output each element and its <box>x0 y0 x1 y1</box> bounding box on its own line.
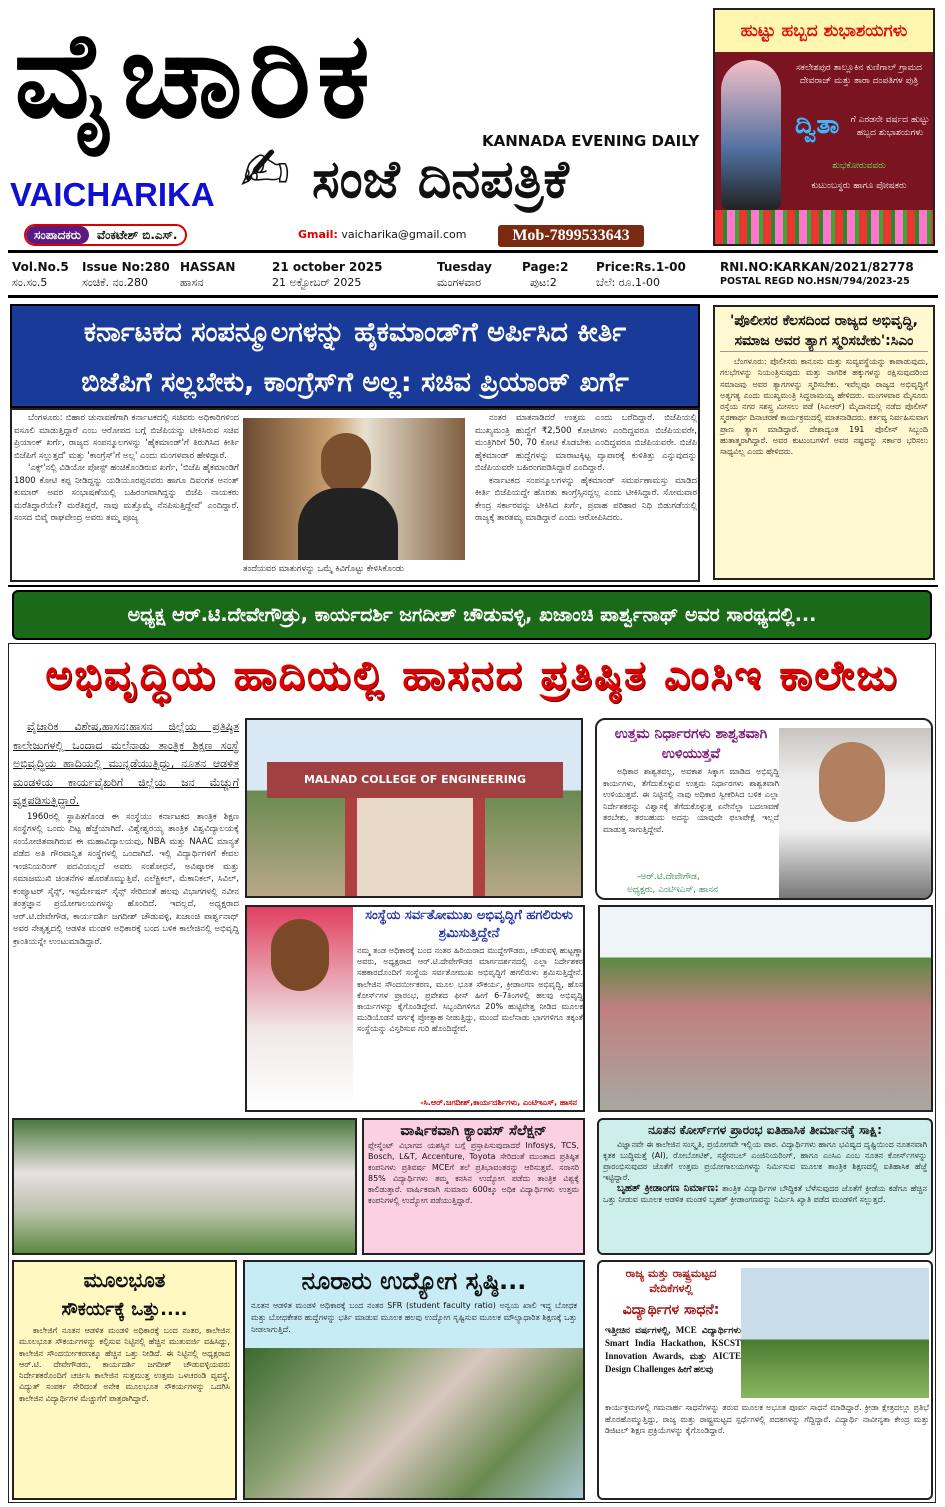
page: Page:2 <box>522 260 569 274</box>
gmail-address[interactable]: vaicharika@gmail.com <box>341 228 467 241</box>
banner-subline: ಅಧ್ಯಕ್ಷ ಆರ್.ಟಿ.ದೇವೇಗೌಡ್ರು, ಕಾರ್ಯದರ್ಶಿ ಜಗದೀಶ್ ಚೌಡುವಳ್ಳಿ, ಖಜಾಂಚಿ ಪಾರ್ಶ್ವನಾಥ್ ಅವರ ಸಾರಥ್ಯದಲ್ಲಿ... <box>12 590 932 640</box>
top-story-bottom: ತಂದೆಯವರ ಮಾತುಗಳನ್ನು ಒಮ್ಮೆ ಕಿವಿಗೊಟ್ಟು ಕೇಳಿಸಿಕೊಂಡು <box>243 564 404 574</box>
infra-headline2: ಸೌಕರ್ಯಕ್ಕೆ ಒತ್ತು.... <box>61 1299 188 1320</box>
date-kn: 21 ಅಕ್ಟೋಬರ್ 2025 <box>272 276 362 289</box>
mce-lead: ವೈಚಾರಿಕ ವಿಶೇಷ,ಹಾಸನ:ಹಾಸನ ಜಿಲ್ಲೆಯ ಪ್ರತಿಷ್ಠಿತ ಕಾಲೇಜುಗಳಲ್ಲಿ ಒಂದಾದ ಮಲೆನಾಡು ತಾಂತ್ರಿಕ ಶಿಕ್ಷಣ ಸಂಸ್ಥೆ ಅಭಿವೃದ್ಧಿಯ ಹಾದಿಯಲ್ಲಿ ಮುನ್ನಡೆಯುತ್ತಿದ್ದು, ನೂತನ ಆಡಳಿತ ಮಂಡಳಿಯ ಕಾರ್ಯವೈಖರಿಗೆ ಜಿಲ್ಲೆಯ ಜನ ಮೆಚ್ಚುಗೆ ವ್ಯಕ್ತಪಡಿಸುತ್ತಿದ್ದಾರೆ. <box>13 720 239 807</box>
ad-heading: ಹುಟ್ಟು ಹಬ್ಬದ ಶುಭಾಶಯಗಳು <box>715 10 933 52</box>
paragraph: 'ಎಕ್ಸ್'ನಲ್ಲಿ ವಿಡಿಯೋ ಪೋಸ್ಟ್ ಹಂಚಿಕೊಂಡಿರುವ ಖರ್ಗೆ, 'ಬಿಜೆಪಿ ಹೈಕಮಾಂಡಿಗೆ 1800 ಕೋಟಿ ಕಪ್ಪ ನೀಡಿದ್ದನ್ನು ಯಡಿಯೂರಪ್ಪನವರು ಹಾಗೂ ದಿವಂಗತ ಅನಂತ್ ಕುಮಾರ್ ಅವರ ಸಂಭಾಷಣೆಯಲ್ಲಿ ಬಹಿರಂಗವಾಗಿದ್ದನ್ನು ಬಿಜೆಪಿ ನಾಯಕರು ಮರೆತಿದ್ದಾರೆಯೇ? ಮರೆತಿದ್ದರೆ, ನಾವು ಮತ್ತೊಮ್ಮೆ ನೆನಪಿಸುತ್ತಿದ್ದೇವೆ' ಎಂದಿದ್ದಾರೆ. ಸಂಸದ ಬಿವೈ ರಾಘವೇಂದ್ರ ಅವರು ತಮ್ಮ ಪೂಜ್ಯ <box>14 463 239 523</box>
city-kn: ಹಾಸನ <box>180 276 204 289</box>
students-headline2: ವಿದ್ಯಾರ್ಥಿಗಳ ಸಾಧನೆ: <box>622 1302 720 1318</box>
editor-label: ಸಂಪಾದಕರು <box>26 226 89 244</box>
flowers-image <box>715 210 933 244</box>
courses-headline: ನೂತನ ಕೋರ್ಸ್‌ಗಳ ಪ್ರಾರಂಭ ಐತಿಹಾಸಿಕ ತೀರ್ಮಾನಕ್ಕೆ ಸಾಕ್ಷಿ: <box>648 1123 882 1137</box>
issue-kn: ಸಂಚಿಕೆ. ನಂ.280 <box>82 276 148 289</box>
jobs-body: ನೂತನ ಆಡಳಿತ ಮಂಡಳಿ ಅಧಿಕಾರಕ್ಕೆ ಬಂದ ನಂತರ SFR (student faculty ratio) ಅನ್ವಯ ಖಾಲಿ ಇದ್ದ ಬೋಧಕ ಮತ್ತು ಬೋಧಕೇತರ ಹುದ್ದೆಗಳನ್ನು ಭರ್ತಿ ಮಾಡುವ ಮೂಲಕ ಹಲವು ಉದ್ಯೋಗ ಸೃಷ್ಟಿಸುವ ಮೂಲಕ ಮೌಲ್ಯಾಧಾರಿತ ಶಿಕ್ಷಣಕ್ಕೆ ಒತ್ತು ನೀಡಲಾಗುತ್ತಿದೆ. <box>251 1301 577 1334</box>
aerial-photo <box>12 1118 357 1255</box>
college-sign: MALNAD COLLEGE OF ENGINEERING <box>267 762 563 798</box>
ad-child-name: ದ್ವಿತಾ <box>795 110 840 140</box>
editor-badge <box>24 224 187 246</box>
quote-headline: ಉತ್ತಮ ನಿರ್ಧಾರಗಳು ಶಾಶ್ವತವಾಗಿ ಉಳಿಯುತ್ತವೆ <box>614 726 768 762</box>
infra-box <box>12 1260 237 1500</box>
top-story-col1 <box>14 412 239 562</box>
infra-body: ಕಾಲೇಜಿಗೆ ನೂತನ ಆಡಳಿತ ಮಂಡಳಿ ಅಧಿಕಾರಕ್ಕೆ ಬಂದ ನಂತರ, ಕಾಲೇಜಿನ ಮೂಲಭೂತ ಸೌಕರ್ಯಗಳನ್ನು ಕಲ್ಪಿಸುವ ನಿಟ್ಟಿನಲ್ಲಿ ಹೆಚ್ಚಿನ ಮುತುವರ್ಜಿ ವಹಿಸಿದ್ದು, ಕಾಲೇಜಿನ ಸೌಂದರ್ಯೀಕರಣಕ್ಕೂ ಹೆಚ್ಚಿನ ಒತ್ತು ನೀಡಿದೆ. ಈ ನಿಟ್ಟಿನಲ್ಲಿ ಅಧ್ಯಕ್ಷರಾದ ಆರ್.ಟಿ. ದೇವೇಗೌಡರು, ಕಾರ್ಯದರ್ಶಿ ಜಗದೀಶ್ ಚೌಡುವಳ್ಳಿಯವರು ನಿರ್ದೇಶಕರೊಂದಿಗೆ ಚರ್ಚಿಸಿ ಕಾಲೇಜಿನ ಸುತ್ತಮುತ್ತ ಉತ್ತಮ ಒಳಚರಂಡಿ ವ್ಯವಸ್ಥೆ, ವಿದ್ಯುತ್ ಸಂಪರ್ಕ ಸೇರಿದಂತೆ ಅನೇಕ ಮೂಲಭೂತ ಸೌಕರ್ಯಗಳನ್ನು ಒದಗಿಸಿ ಕಾಲೇಜಿನ ವಿದ್ಯಾರ್ಥಿಗಳ ಮೆಚ್ಚುಗೆಗೆ ಪಾತ್ರರಾಗಿದ್ದಾರೆ. <box>19 1326 230 1403</box>
paragraph: ಕರ್ನಾಟಕದ ಸಂಪನ್ಮೂಲಗಳನ್ನು ಹೈಕಮಾಂಡ್ ಸಮರ್ಪಣಾಮಸ್ತು ಮಾಡಿದ ಕೀರ್ತಿ ಬಿಜೆಪಿಯದ್ದೇ ಹೊರತು ಕಾಂಗ್ರೆಸ್ಸಿನದ್ದಲ್ಲ ಎಂದು ಟೀಕಿಸಿದ್ದಾರೆ. ಸೋಮವಾರ ಕೇಂದ್ರ ಸರ್ಕಾರವನ್ನು ಟೀಕಿಸಿದ ಖರ್ಗೆ, ಪ್ರವಾಹ ಪರಿಹಾರ ನಿಧಿ ಬಿಡುಗಡೆಯಲ್ಲಿ ರಾಜ್ಯಕ್ಕೆ ತಾರತಮ್ಯ ಮಾಡಿದ್ದಾರೆ ಎಂದು ಆರೋಪಿಸಿದರು. <box>475 475 697 523</box>
campus-photo <box>598 905 933 1112</box>
quote-sign-role: ಅಧ್ಯಕ್ಷರು, ಎಂಟಿಇಎಸ್, ಹಾಸನ <box>627 885 719 895</box>
campus-garden-photo <box>741 1268 929 1398</box>
page-kn: ಪುಟ:2 <box>530 276 557 289</box>
price-kn: ಬೆಲೆ: ರೂ.1-00 <box>596 276 661 289</box>
stadium-subheading: ಬೃಹತ್ ಕ್ರೀಡಾಂಗಣ ನಿರ್ಮಾಣ: <box>617 1183 719 1194</box>
day-kn: ಮಂಗಳವಾರ <box>437 276 482 289</box>
minister-photo <box>243 418 465 560</box>
secretary-sign: -ಸಿ.ಆರ್.ಜಗದೀಶ್,ಕಾರ್ಯದರ್ಶಿಗಳು, ಎಂಟಿಇಎಸ್, ಹಾಸನ <box>420 1098 577 1107</box>
banner-headline: ಅಭಿವೃದ್ಧಿಯ ಹಾದಿಯಲ್ಲಿ ಹಾಸನದ ಪ್ರತಿಷ್ಠಿತ ಎಂಸಿಇ ಕಾಲೇಜು <box>45 651 899 699</box>
tagline-kn: ಸಂಜೆ ದಿನಪತ್ರಿಕೆ <box>312 150 569 210</box>
police-headline: 'ಪೊಲೀಸರ ಕೆಲಸದಿಂದ ರಾಜ್ಯದ ಅಭಿವೃದ್ಧಿ, ಸಮಾಜ ಅವರ ತ್ಯಾಗ ಸ್ಮರಿಸಬೇಕು':ಸಿಎಂ <box>720 311 928 352</box>
child-photo <box>721 60 781 210</box>
jobs-box <box>243 1260 585 1500</box>
gmail-contact <box>298 228 466 241</box>
ad-line1: ಸಕಲೇಶಪುರ ತಾಲ್ಲೂಕಿನ ಕುಣಿಗಾಲ್ ಗ್ರಾಮದ ದೇವರಾಜ್ ಮತ್ತು ತಾರಾ ದಂಪತಿಗಳ ಪುತ್ರಿ <box>796 63 922 86</box>
president-photo <box>779 728 931 898</box>
divider <box>8 250 938 253</box>
tagline-en: KANNADA EVENING DAILY <box>482 132 700 150</box>
postal: POSTAL REGD NO.HSN/794/2023-25 <box>720 276 910 287</box>
quote-box <box>595 718 933 900</box>
mce-body: 1960ರಲ್ಲಿ ಸ್ಥಾಪಿತಗೊಂಡ ಈ ಸಂಸ್ಥೆಯು ಕರ್ನಾಟಕದ ತಾಂತ್ರಿಕ ಶಿಕ್ಷಣ ಸಂಸ್ಥೆಗಳಲ್ಲಿ ಒಂದು ದಿಟ್ಟ ಹೆಜ್ಜೆಯಾಗಿದೆ. ವಿಶ್ವೇಶ್ವರಯ್ಯ ತಾಂತ್ರಿಕ ವಿಶ್ವವಿದ್ಯಾಲಯಕ್ಕೆ ಸಂಯೋಜಿತವಾಗಿರುವ ಈ ಮಹಾವಿದ್ಯಾಲಯವು, NBA ಮತ್ತು NAAC ಮಾನ್ಯತೆ ಪಡೆದ ಅತಿ ಗೌರವಾನ್ವಿತ ಸಂಸ್ಥೆಗಳಲ್ಲಿ ಒಂದಾಗಿದೆ. ಇಲ್ಲಿ ವಿದ್ಯಾರ್ಥಿಗಳಿಗೆ ಕೇವಲ ಇಂಜಿನಿಯರಿಂಗ್ ಪದವಿಯಲ್ಲದೆ ಅವರು ಸಂಶೋಧನೆ, ಅವಿಷ್ಕಾರಕ ಮತ್ತು ಸಮಾಜಮುಖಿ ಚಿಂತನೆಗಳ ಹೊರತೊಮ್ಮುತ್ತಿವೆ. ಎಲೆಕ್ಟ್ರಿಕಲ್, ಮೆಕಾನಿಕಲ್, ಸಿವಿಲ್, ಕಂಪ್ಯೂಟರ್ ಸೈನ್ಸ್, ಇನ್ಫರ್ಮೇಷನ್ ಸೈನ್ಸ್ ಸೇರಿದಂತೆ ಹಲವು ವಿಭಾಗಗಳಲ್ಲಿ ನವೀನ ತಂತ್ರಜ್ಞಾನ ಪ್ರಯೋಗಾಲಯಗಳನ್ನು ಹೊಂದಿದೆ. ಇದಲ್ಲದೆ, ಅಧ್ಯಕ್ಷರಾದ ಆರ್.ಟಿ.ದೇವೇಗೌಡ, ಕಾರ್ಯದರ್ಶಿ ಜಗದೀಶ್ ಚೌಡುವಳ್ಳಿ, ಖಜಾಂಚಿ ಪಾರ್ಶ್ವನಾಥ್ ಅವರ ನೇತೃತ್ವದಲ್ಲಿ ಆಡಳಿತ ಮಂಡಳಿ ಅಧಿಕಾರಕ್ಕೆ ಬಂದ ಬಳಿಕ ಕಾಲೇಜಿನಲ್ಲಿ ಅಭಿವೃದ್ಧಿ ಕ್ರಾಂತಿಯನ್ನೇ ಉಂಟುಮಾಡಿದ್ದಾರೆ. <box>13 811 239 947</box>
masthead-logo: ವೈಚಾರಿಕ <box>14 6 376 144</box>
campus-aerial-photo <box>245 1348 585 1500</box>
mce-story <box>13 718 239 1112</box>
date: 21 october 2025 <box>272 260 383 274</box>
courses-box <box>597 1118 933 1255</box>
birthday-ad <box>713 8 935 246</box>
headline-line1: ಕರ್ನಾಟಕದ ಸಂಪನ್ಮೂಲಗಳನ್ನು ಹೈಕಮಾಂಡ್‌ಗೆ ಅರ್ಪಿಸಿದ ಕೀರ್ತಿ <box>83 317 627 348</box>
stadium-body: ತಾಂತ್ರಿಕ ವಿದ್ಯಾರ್ಥಿಗಳ ಬೌದ್ಧಿಕತೆ ಬೆಳೆಸುವುದರ ಜೊತೆಗೆ ಕ್ರೀಡೆಯ ಕಡೆಗೂ ಹೆಚ್ಚಿನ ಒತ್ತು ನೀಡುವ ಮೂಲಕ ಆಡಳಿತ ಮಂಡಳಿ ಬೃಹತ್ ಕ್ರೀಡಾಂಗಣವನ್ನು ನಿರ್ಮಿಸಿ ಖ್ಯಾತಿ ಪಡೆದ ಮಂಡಳಿಗೆ ಸಲ್ಲುತ್ತದೆ. <box>603 1184 927 1204</box>
police-body: ಬೆಂಗಳೂರು: ಪೊಲೀಸರು ಕಾನೂನು ಮತ್ತು ಸುವ್ಯವಸ್ಥೆಯನ್ನು ಕಾಪಾಡುವುದು, ಗಲಭೆಗಳನ್ನು ನಿಯಂತ್ರಿಸುವುದು ಮತ್ತು ನಾಗರಿಕ ಹಕ್ಕುಗಳನ್ನು ರಕ್ಷಿಸುವುದರಿಂದ ಸಮಾಜವು ಅವರ ತ್ಯಾಗಗಳನ್ನು ಸ್ಮರಿಸಬೇಕು. ಇವೆಲ್ಲವೂ ರಾಜ್ಯದ ಅಭಿವೃದ್ಧಿಗೆ ಅತ್ಯಗತ್ಯ ಎಂದು ಮುಖ್ಯಮಂತ್ರಿ ಸಿದ್ದರಾಮಯ್ಯ ಹೇಳಿದರು. ಮಂಗಳವಾರ ಮೈಸೂರು ರಸ್ತೆಯ ನಗರ ಸಶಸ್ತ್ರ ಮೀಸಲು ಪಡೆ (ಸಿಎಆರ್) ಮೈದಾನದಲ್ಲಿ ನಡೆದ ಪೊಲೀಸ್ ಸ್ಮರಣಾರ್ಥ ದಿನಾಚರಣೆ ಕಾರ್ಯಕ್ರಮದಲ್ಲಿ ಮಾತನಾಡಿದರು. ಕರ್ತವ್ಯ ನಿರ್ವಹಿಸುವಾಗ ಪ್ರಾಣ ತ್ಯಾಗ ಮಾಡಿದ್ದಾರೆ. ದೇಶಾದ್ಯಂತ 191 ಪೊಲೀಸ್ ಸಿಬ್ಬಂದಿ ಹುತಾತ್ಮರಾಗಿದ್ದಾರೆ. ಅವರ ಕುಟುಂಬಗಳಿಗೆ ಅವರ ನಷ್ಟವನ್ನು ಸರ್ಕಾರ ಭರಿಸಲು ಸಾಧ್ಯವಿಲ್ಲ ಎಂದು ಹೇಳಿದರು. <box>720 357 928 457</box>
rni: RNI.NO:KARKAN/2021/82778 <box>720 260 914 274</box>
courses-body: ವಿಜ್ಞಾನವೇ ಈ ಕಾಲೇಜಿನ ಸಂಸ್ಕೃತಿ, ಪ್ರಯೋಗವೇ ಇಲ್ಲಿಯ ಪಾಠ. ವಿದ್ಯಾರ್ಥಿಗಳು ಹಾಗೂ ಭವಿಷ್ಯದ ದೃಷ್ಟಿಯಿಂದ ನೂತನವಾಗಿ ಕೃತಕ ಬುದ್ಧಿಮತ್ತೆ (AI), ರೋಬೋಟಿಕ್, ಸಸ್ಟೇನಬಲ್ ಎಂಜಿನಿಯರಿಂಗ್, ಹಾಗೂ ಎಂಸಿಎ ಎಂಬ ನೂತನ ಕೋರ್ಸ್‌ಗಳನ್ನು ಪ್ರಾರಂಭಿಸುವುದರ ಜೊತೆಗೆ ಉತ್ತಮ ಪ್ರಯೋಗಾಲಯಗಳನ್ನು ನಿರ್ಮಿಸುವ ಮೂಲಕ ತಾಂತ್ರಿಕ ಶಿಕ್ಷಣದಲ್ಲಿ ಐತಿಹಾಸಿಕ ಹೆಜ್ಜೆ ಇಟ್ಟಿದ್ದಾರೆ. <box>603 1140 927 1182</box>
students-body: ಇತ್ತೀಚಿನ ವರ್ಷಗಳಲ್ಲಿ, MCE ವಿದ್ಯಾರ್ಥಿಗಳು Smart India Hackathon, KSCST Innovation Awards, ಮತ್ತು AICTE Design Challenges ಹೀಗೆ ಹಲವು <box>605 1325 741 1374</box>
campus-headline: ವಾರ್ಷಿಕವಾಗಿ ಕ್ಯಾಂಪಸ್ ಸೆಲೆಕ್ಷನ್ <box>400 1123 547 1139</box>
ad-wishers-label: ಶುಭಕೋರುವವರು <box>832 161 886 171</box>
ad-wishers: ಕುಟುಂಬಸ್ಥರು ಹಾಗೂ ಪೋಷಕರು <box>811 181 907 191</box>
issue: Issue No:280 <box>82 260 170 274</box>
quote-sign: -ಆರ್.ಟಿ.ದೇವೇಗೌಡ, <box>637 872 700 882</box>
secretary-headline: ಸಂಸ್ಥೆಯ ಸರ್ವತೋಮುಖ ಅಭಿವೃದ್ಧಿಗೆ ಹಗಲಿರುಳು ಶ್ರಮಿಸುತ್ತಿದ್ದೇನೆ <box>365 908 573 941</box>
top-headline <box>10 304 700 408</box>
divider <box>8 295 938 298</box>
city: HASSAN <box>180 260 236 274</box>
day: Tuesday <box>437 260 492 274</box>
pen-hand-icon: ✍ <box>240 135 291 205</box>
name-en: VAICHARIKA <box>10 176 215 213</box>
vol: Vol.No.5 <box>12 260 69 274</box>
editor-name: ವೆಂಕಟೇಶ್ ಬಿ.ಎಸ್. <box>96 228 178 242</box>
students-box <box>597 1260 933 1500</box>
price: Price:Rs.1-00 <box>596 260 686 274</box>
college-photo <box>245 718 583 898</box>
secretary-body: ನಮ್ಮ ತಂಡ ಅಧಿಕಾರಕ್ಕೆ ಬಂದ ನಂತರ ಹಿರಿಯರಾದ ಮುದ್ದೇಗೌಡರು, ಚೌಡುವಳ್ಳಿ ಹುಟ್ಟಣ್ಣಾ ಅವರು, ಅಧ್ಯಕ್ಷರಾದ ಆರ್.ಟಿ.ದೇವೇಗೌಡರ ಮಾರ್ಗದರ್ಶನದಲ್ಲಿ ಎಲ್ಲಾ ನಿರ್ದೇಶಕರ ಸಹಕಾರದೊಂದಿಗೆ ಸಂಸ್ಥೆಯ ಸರ್ವತೋಮುಖ ಅಭಿವೃದ್ಧಿಗೆ ಹಗಲಿರುಳು ಶ್ರಮಿಸುತ್ತಿದ್ದೇನೆ. ಕಾಲೇಜಿನ ಸೌಂದರ್ಯೀಕರಣ, ಮೂಲ ಭೂತ ಸೌಕರ್ಯ, ಕ್ರೀಡಾಂಗಣ ಅಭಿವೃದ್ಧಿ, ಹೊಸ ಕೋರ್ಸ್‌ಗಳ ಪ್ರಾರಂಭ, ಪ್ರವೇಶದ ಫೀಸ್ ಹೀಗೆ 6-7ತಿಂಗಳಲ್ಲಿ ಹಲವು ಅಭಿವೃದ್ಧಿ ಕಾರ್ಯಗಳನ್ನು ಕೈಗೊಂಡಿದ್ದೇವೆ. ಸಿಬ್ಬಂದಿಗಳಿಗೂ 20% ಹುಟ್ಟಿವೇತ್ತ ನೀಡಿದ ಮೂಲಕ ಮುಡಿಯೊಡನೆ ವರ್ಗಕ್ಕೆ ಪ್ರೋತ್ಸಾಹ ನೀಡುತ್ತಿದ್ದು, ಮುಂದೆ ಮಲೆನಾಡು ಭಾಗಗಳಿಗೂ ತಕ್ಕಂತೆ ಸಂಸ್ಥೆಯನ್ನು ವಿಸ್ತರಿಸುವ ಗುರಿ ಹೊಂದಿದ್ದೇವೆ. <box>357 946 583 1034</box>
divider <box>8 585 938 587</box>
paragraph: ನಂತರ ಮಾತನಾಡಿದರೆ ಉತ್ತಮ ಎಂದು ಬರೆದಿದ್ದಾರೆ. ಬಿಜೆಪಿಯಲ್ಲಿ ಮುಖ್ಯಮಂತ್ರಿ ಹುದ್ದೆಗೆ ₹2,500 ಕೋಟಿಗಳು ಎಂದಿದ್ದವರೂ ಬಿಜೆಪಿಯವರೇ, ಮಂತ್ರಿಗಿರಿಗೆ 50, 70 ಕೋಟಿ ಕೊಡಬೇಕು ಎಂದಿದ್ದವರೂ ಬಿಜೆಪಿಯವರೇ. ಬಿಜೆಪಿ ಹೈಕಮಾಂಡ್ ಹುದ್ದೆಗಳನ್ನು ಮಾರಾಟಕ್ಕಿಟ್ಟ ವ್ಯಾಪಾರಕ್ಕೆ ಕುಳಿತಿತ್ತು ಎನ್ನುವುದನ್ನು ಬಿಜೆಪಿಯವರೇ ಬಹಿರಂಗಪಡಿಸಿದ್ದಾರೆ ಎಂದಿದ್ದಾರೆ. <box>475 413 697 473</box>
secretary-box <box>245 905 585 1112</box>
students-headline1: ರಾಜ್ಯ ಮತ್ತು ರಾಷ್ಟ್ರಮಟ್ಟದ ವೇದಿಕೆಗಳಲ್ಲಿ <box>625 1267 717 1295</box>
infra-headline1: ಮೂಲಭೂತ <box>83 1268 166 1292</box>
gmail-label: Gmail: <box>298 228 338 241</box>
quote-body: ಅಧಿಕಾರ ಶಾಶ್ವತವಲ್ಲ, ಅವಕಾಶ ಸಿಕ್ಕಾಗ ಮಾಡಿದ ಅಭಿವೃದ್ಧಿ ಕಾರ್ಯಗಳು, ತೆಗೆದುಕೊಳ್ಳುವ ಉತ್ತಮ ನಿರ್ಧಾರಗಳು ಶಾಶ್ವತವಾಗಿ ಉಳಿಯುತ್ತವೆ. ಈ ನಿಟ್ಟಿನಲ್ಲಿ ನಾವು ಅಧಿಕಾರ ಸ್ವೀಕರಿಸಿದ ಬಳಿಕ ಎಲ್ಲಾ ನಿರ್ದೇಶಕರನ್ನು ವಿಶ್ವಾಸಕ್ಕೆ ತೆಗೆದುಕೊಳ್ಳುತ್ತ ಏನೇನೆಲ್ಲಾ ಬದಲಾವಣೆ ತರಬೇಕು, ತರಬಹುದು ಅದನ್ನು ಯಾವುದೇ ಫಲಾಪೇಕ್ಷೆ ಇಲ್ಲದೆ ಮಾಡುತ್ತ ಸಾಗುತ್ತಿದ್ದೇವೆ. <box>603 767 779 834</box>
campus-selection-box <box>362 1118 585 1255</box>
students-body2: ಕಾರ್ಯಕ್ರಮಗಳಲ್ಲಿ ಗಮನಾರ್ಹ ಸಾಧನೆಗಳನ್ನು ತರುವ ಮೂಲಕ ಅಭೂತ ಪೂರ್ವ ಸಾಧನೆ ಮಾಡಿದ್ದಾರೆ. ಕ್ರೀಡಾ ಕ್ಷೇತ್ರದಲ್ಲೂ ಪ್ರತಿಭೆ ಹೊರಹೊಮ್ಮುತ್ತಿದ್ದು, ರಾಜ್ಯ ಮತ್ತು ರಾಷ್ಟ್ರಮಟ್ಟದ ಸ್ಪರ್ಧೆಗಳಲ್ಲಿ ಪದಕಗಳನ್ನು ಗೆದ್ದಿದ್ದಾರೆ. ವಿದ್ಯಾರ್ಥಿ ನಾವೀನ್ಯತಾ ಕೇಂದ್ರ ಮತ್ತು ಡಿಜಿಟಲ್ ಶಿಕ್ಷಣ ಪ್ರಕ್ರಿಯೆಗಳನ್ನು ಕೈಗೊಂಡಿದ್ದಾರೆ. <box>605 1403 929 1435</box>
campus-body: ಪ್ಲೇಸ್ಮೆಂಟ್ ವಿಭಾಗದ ಯಶಸ್ಸಿನ ಬಗ್ಗೆ ಪ್ರಸ್ತಾಪಿಸುವುದಾದರೆ Infosys, TCS, Bosch, L&T, Accenture, Toyota ಸೇರಿದಂತೆ ಮುಂತಾದ ಪ್ರತಿಷ್ಠಿತ ಕಂಪನಿಗಳು ಪ್ರತಿವರ್ಷ MCEಗೆ ತಲೆ ಪ್ರತಿಭಾವಂತರನ್ನು ಆರಿಸುತ್ತವೆ. ಸರಾಸರಿ 85% ವಿದ್ಯಾರ್ಥಿಗಳು ತಮ್ಮ ಕನಸಿನ ಉದ್ಯೋಗ ಪಡೆದು ತಾಂತ್ರಿಕ ವಿಶ್ವಕ್ಕೆ ಕಾಲಿಡುತ್ತಾರೆ. ವಾರ್ಷಿಕವಾಗಿ ಸುಮಾರು 600ಕ್ಕೂ ಅಧಿಕ ವಿದ್ಯಾರ್ಥಿಗಳು ಉತ್ತಮ ಕಂಪನಿಗಳಲ್ಲಿ ಉದ್ಯೋಗ ಪಡೆಯುತ್ತಿದ್ದಾರೆ. <box>368 1141 579 1205</box>
police-story <box>713 305 935 580</box>
top-story-col3 <box>475 412 697 580</box>
ad-line2: ಗೆ ಎರಡನೇ ವರ್ಷದ ಹುಟ್ಟು ಹಬ್ಬದ ಶುಭಾಶಯಗಳು <box>850 115 930 138</box>
secretary-photo <box>247 907 353 1112</box>
jobs-headline: ನೂರಾರು ಉದ್ಯೋಗ ಸೃಷ್ಠಿ... <box>301 1267 527 1295</box>
vol-kn: ಸಂ.ಸಂ.5 <box>12 276 48 289</box>
paragraph: ಬೆಂಗಳೂರು: ಬಿಹಾರ ಚುನಾವಣೆಗಾಗಿ ಕರ್ನಾಟಕದಲ್ಲಿ ಸಚಿವರು ಅಧಿಕಾರಿಗಳಿಂದ ವಸೂಲಿ ಮಾಡುತ್ತಿದ್ದಾರೆ ಎಂಬ ಆರೋಪದ ಬಗ್ಗೆ ಬಿಜೆಪಿಯನ್ನು ಟೀಕಿಸಿರುವ ಸಚಿವ ಪ್ರಿಯಾಂಕ್ ಖರ್ಗೆ, ರಾಜ್ಯದ ಸಂಪನ್ಮೂಲಗಳನ್ನು 'ಹೈಕಮಾಂಡ್'ಗೆ ತಿರುಗಿಸಿದ ಕೀರ್ತಿ ಬಿಜೆಪಿಗೆ ಸಲ್ಲುತ್ತದೆ' ಮತ್ತು 'ಕಾಂಗ್ರೆಸ್'ಗೆ ಅಲ್ಲ' ಎಂದು ಮಂಗಳವಾರ ಹೇಳಿದ್ದಾರೆ. <box>14 413 239 461</box>
headline-line2: ಬಿಜೆಪಿಗೆ ಸಲ್ಲಬೇಕು, ಕಾಂಗ್ರೆಸ್‌ಗೆ ಅಲ್ಲ: ಸಚಿವ ಪ್ರಿಯಾಂಕ್ ಖರ್ಗೆ <box>81 367 629 398</box>
mobile-contact: Mob-7899533643 <box>498 225 644 247</box>
